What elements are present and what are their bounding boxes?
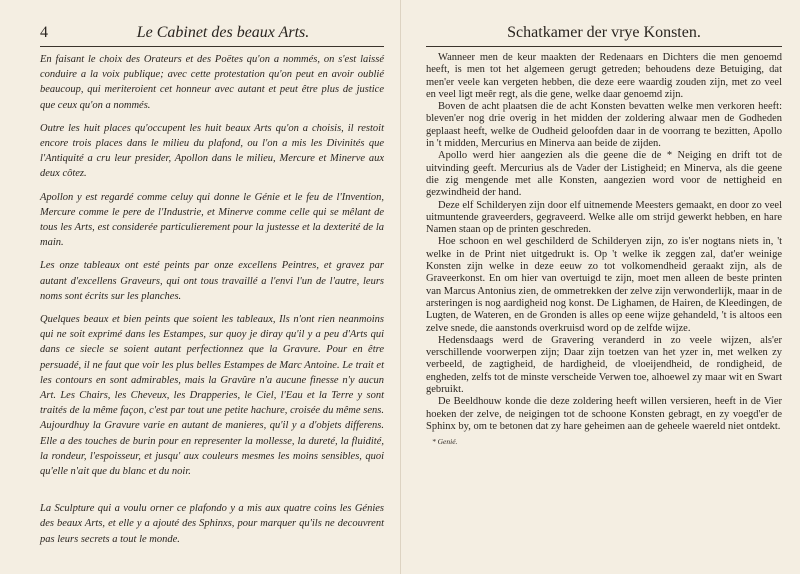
left-running-head <box>40 24 384 40</box>
gutter-divider <box>400 0 401 574</box>
page-number: 4 <box>40 24 48 41</box>
right-paragraph-4: Deze elf Schilderyen zijn door elf uitnemende Meesters gemaakt, en door zo veel uitmuntende graveerders, gegraveerd. Welke alle om strijd gewerkt hebben, en hare Namen staan op de printen geschreden. <box>426 199 782 236</box>
left-paragraph-2: Outre les huit places qu'occupent les huit beaux Arts qu'on a choisis, il restoit encore trois places dans le milieu du plafond, ou l'on a mis les Divinités que l'Antiquité a cru leur presider, Apollon dans le milieu, Mercure et Minerve aux deux côtez. <box>40 122 384 180</box>
left-paragraph-1: En faisant le choix des Orateurs et des Poëtes qu'on a nommés, on s'est laissé conduire a la voix publique; avec cette protestation qu'on peut en avoir oublié beaucoup, qui meriteroient cet honneur avec autant et peut être plus de justice que ceux qu'on a nommés. <box>40 54 384 111</box>
right-paragraph-2: Boven de acht plaatsen die de acht Konsten bevatten welke men verkoren heeft: bleven'er nog drie overig in het midden der zoldering alwaar men de Godheden geplaast heeft, welke de Oudheid geloofden daar in de voorrang te bezitten, Apollo in 't midden, Mercurius en Minerva aan beide de zijden. <box>426 101 782 150</box>
right-header-rule <box>426 46 782 47</box>
left-header-rule <box>40 46 384 47</box>
right-running-title: Schatkamer der vrye Konsten. <box>507 24 701 41</box>
left-paragraph-6: La Sculpture qui a voulu orner ce plafondo y a mis aux quatre coins les Génies des beaux Arts, et elle y a ajouté des Sphinxs, pour marquer qu'ils ne decouvrent pas leurs secrets a tout le monde. <box>40 503 384 545</box>
right-page-dutch <box>404 0 800 574</box>
left-paragraph-4: Les onze tableaux ont esté peints par onze excellens Peintres, et gravez par autant d'excellens Graveurs, qui ont tous travaillé a l'envi l'un de l'autre, leurs noms sont écrits sur les planches. <box>40 260 384 302</box>
right-running-head <box>426 24 782 40</box>
right-paragraph-3: Apollo werd hier aangezien als die geene die de * Neiging en drift tot de uitvinding geeft. Mercurius als de Vader der Listigheid; en Minerva, als die geene die zig mengende met alle Konsten, aangezien word voor de nettigheid en gezwindheid der hand. <box>426 150 782 199</box>
footnote: * Genié. <box>432 437 458 447</box>
right-paragraph-6: Hedensdaags werd de Gravering veranderd in zo veele wijzen, als'er verschillende voorwerpen zijn; Daar zijn toetzen van het yzer in, met welken zy verbeeld, de zagtigheid, de hardigheid, de vloeijendheid, de rondigheid, de engheden, zelfs tot de minste verscheide Verwen toe, alhoewel zy maar wit en Swart gebruikt. <box>426 334 782 396</box>
right-paragraph-1: Wanneer men de keur maakten der Redenaars en Dichters die men genoemd heeft, is men tot het algemeen gerugt getreden; behoudens deze Betuiging, dat men'er veele kan vergeten hebben, die deze eere waardig zouden zijn, met zo veel en veel ligt meêr regt, als die gene, welke daar genoemd zijn. <box>426 52 782 100</box>
right-paragraph-5: Hoe schoon en wel geschilderd de Schilderyen zijn, zo is'er nogtans niets in, 't welke in de Print niet uitgedrukt is. Op 't welke ik zeggen zal, dat'er weinige Konsten zijn welke in deze eeuw zo tot volkomendheid geraakt zijn, als de Graveerkonst. En om hier van overtuigd te zijn, moet men alleen de beste printen van Marcus Antonius zien, de ommetrekken der zelve zijn verwonderlijk, maar in de arsteringen is nog aardigheid nog konst. De Lighamen, de Hairen, de Kleedingen, de Lugten, de Wateren, en de Gronden is alles op eene wijze gehandeld, 't is altoos een zelve snede, die aanstonds overkruisd word op de zelfde wijze. <box>426 236 782 334</box>
left-paragraph-3: Apollon y est regardé comme celuy qui donne le Génie et le feu de l'Invention, Mercure comme le pere de l'Industrie, et Minerve comme celle qui se mêlant de tous les Arts, est considerée particulierement pour la justesse et la dexterité de la main. <box>40 191 384 249</box>
right-paragraph-7: De Beeldhouw konde die deze zoldering heeft willen versieren, heeft in de Vier hoeken der zelve, de neigingen tot de schoone Konsten gebragt, en zy voegd'er de Sphinx by, om te betonen dat zy hare geheimen aan de geheele waereld niet ontdekt. <box>426 396 782 432</box>
left-paragraph-5: Quelques beaux et bien peints que soient les tableaux, Ils n'ont rien neanmoins qui ne soit exprimé dans les Estampes, sur quoy je diray qu'il y a peu d'Arts qui dans ce siecle se soient autant perfectionnez que la Gravure. Pour en être persuadé, il ne faut que voir les plus belles Estampes de Marc Antoine. Le trait et les contours en sont admirables, mais la Gravûre n'a aucune finesse n'y aucun Art. Les Chairs, les Cheveux, les Drapperies, le Ciel, l'Eau et la Terre y sont traités de la même façon, c'est par tout une petite hachure, croisée du même sens. Aujourdhuy la Gravure varie en autant de manieres, qu'il y a d'objets differens. Elle a des touches de burin pour en representer la mollesse, la dureté, la fluidité, la rondeur, l'espoisseur, et jusqu' aux couleurs mesmes les moins sensibles, quoi qu'elle n'ait que du blanc et du noir. <box>40 314 384 478</box>
left-running-title: Le Cabinet des beaux Arts. <box>136 24 310 41</box>
left-page-french <box>0 0 398 574</box>
